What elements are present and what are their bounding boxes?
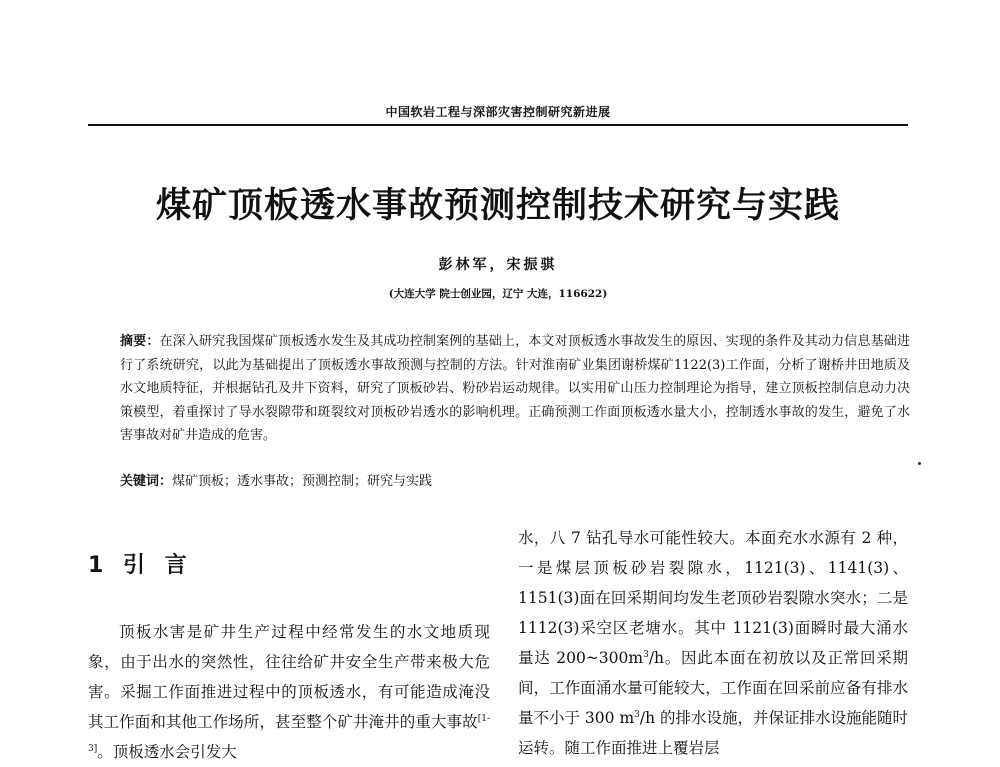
keywords-label: 关键词： <box>120 474 173 489</box>
abstract-label: 摘要： <box>120 334 160 349</box>
intro-text-a: 顶板水害是矿井生产过程中经常发生的水文地质现象，由于出水的突然性，往往给矿井安全生产带来极大危害。采掘工作面推进过程中的顶板透水，有可能造成淹没其工作面和其他工作场所，甚至整个矿井淹井的重大事故 <box>88 623 490 731</box>
affiliation: (大连大学 院士创业园，辽宁 大连，116622) <box>388 288 608 300</box>
right-text-a: 水，八 7 钻孔导水可能性较大。本面充水水源有 2 种，一是煤层顶板砂岩裂隙水，1121(3)、1141(3)、1151(3)面在回采期间均发生老顶砂岩裂隙水突水；二是 1112(3)采空区老塘水。其中 1121(3)面瞬时最大涌水量达 200~300m <box>518 529 908 667</box>
intro-text-b: 。顶板透水会引发大 <box>97 743 237 761</box>
stray-dot <box>918 462 921 465</box>
right-text-b: /h。因此本面在初放以及正常回采期间，工作面涌水量可能较大，工作面在回采前应备有排水量不小于 300 m <box>518 649 908 727</box>
intro-paragraph <box>88 617 490 767</box>
superscript-3-b: 3 <box>634 709 640 720</box>
keywords-text: 煤矿顶板；透水事故；预测控制；研究与实践 <box>172 474 433 489</box>
section-heading: 1 引 言 <box>88 553 187 578</box>
right-column <box>518 523 908 763</box>
authors: 彭林军，宋振骐 <box>438 257 558 273</box>
running-head: 中国软岩工程与深部灾害控制研究新进展 <box>385 105 611 119</box>
right-text-c: /h 的排水设施，并保证排水设施能随时运转。随工作面推进上覆岩层 <box>518 709 909 757</box>
left-column <box>88 548 490 767</box>
abstract-text: 在深入研究我国煤矿顶板透水发生及其成功控制案例的基础上，本文对顶板透水事故发生的原因、实现的条件及其动力信息基础进行了系统研究，以此为基础提出了顶板透水事故预测与控制的方法。针对淮南矿业集团谢桥煤矿1122(3)工作面，分析了谢桥井田地质及水文地质特征，并根据钻孔及井下资料，研究了顶板砂岩、粉砂岩运动规律。以实用矿山压力控制理论为指导，建立顶板控制信息动力决策模型，着重探讨了导水裂隙带和斑裂纹对顶板砂岩透水的影响机理。正确预测工作面顶板透水量大小，控制透水事故的发生，避免了水害事故对矿井造成的危害。 <box>120 334 910 443</box>
citation-ref: [1-3] <box>88 713 490 754</box>
paper-title: 煤矿顶板透水事故预测控制技术研究与实践 <box>155 186 840 226</box>
abstract <box>120 330 910 448</box>
header-rule <box>88 124 908 126</box>
keywords <box>120 470 910 493</box>
superscript-3-a: 3 <box>643 649 649 660</box>
